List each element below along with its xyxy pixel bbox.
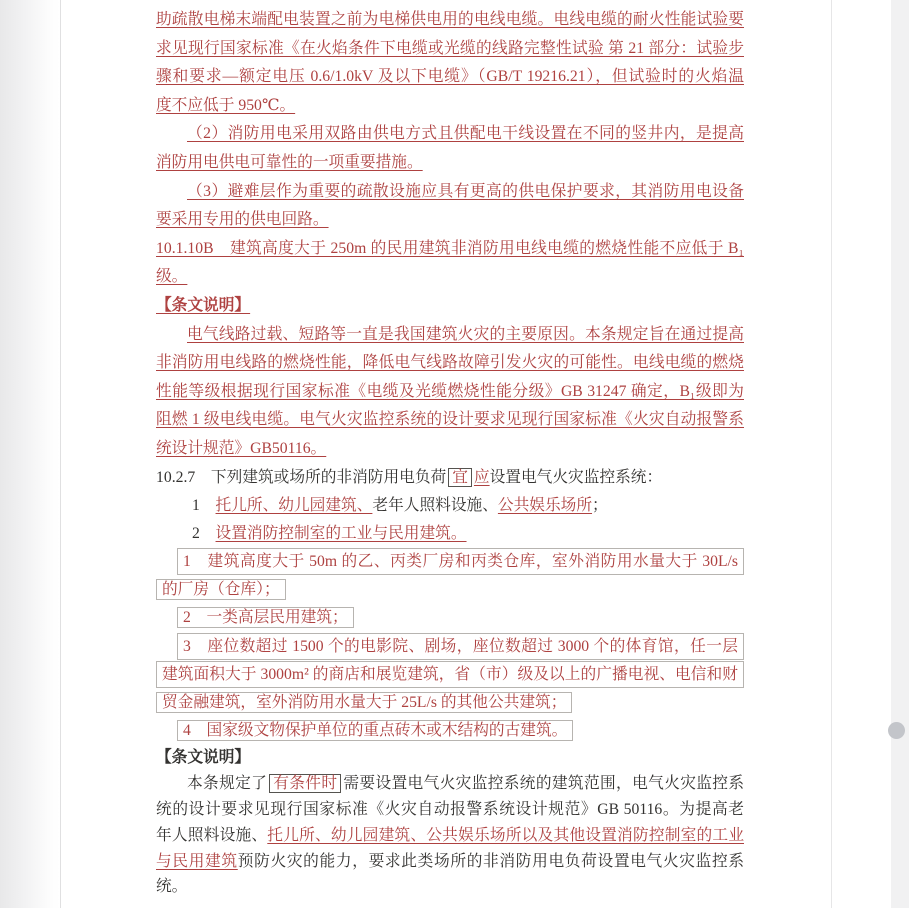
inserted-text: 与民用建筑 [156, 852, 238, 870]
page-left-edge [60, 0, 61, 908]
text-line [156, 576, 744, 604]
text-line [156, 92, 744, 121]
text-line [156, 406, 744, 435]
body-text: 预防火灾的能力，要求此类场所的非消防用电负荷设置电气火灾监控系 [237, 852, 744, 870]
text-line [156, 120, 744, 149]
inserted-text: 消防用电供电可靠性的一项重要措施。 [156, 153, 423, 171]
deleted-text-box: 3 座位数超过 1500 个的电影院、剧场，座位数超过 3000 个的体育馆，任一层 [177, 633, 744, 660]
text-line [156, 633, 744, 661]
body-text: 设置电气火灾监控系统： [489, 468, 663, 486]
inserted-text: （2）消防用电采用双路由供电方式且供配电干线设置在不同的竖井内，是提高 [187, 125, 744, 143]
body-text: 2 [192, 524, 216, 542]
inserted-text: 统设计规范》GB50116。 [156, 439, 327, 457]
text-line [156, 745, 744, 771]
inserted-text: 托儿所、幼儿园建筑、公共娱乐场所以及其他设置消防控制室的工业 [267, 826, 744, 844]
text-line [156, 35, 744, 64]
inserted-text: 非消防用电线路的燃烧性能，降低电气线路故障引发火灾的可能性。电线电缆的燃烧 [156, 354, 744, 372]
deleted-text-box: 1 建筑高度大于 50m 的乙、丙类厂房和丙类仓库，室外消防用水量大于 30L/s [177, 548, 744, 575]
text-line [156, 717, 744, 745]
inserted-text: 应 [473, 468, 490, 486]
text-line [156, 321, 744, 350]
text-line [156, 771, 744, 797]
body-text: 年人照料设施、 [156, 826, 268, 844]
inserted-text: 设置消防控制室的工业与民用建筑。 [215, 524, 467, 542]
text-line [156, 464, 744, 492]
deleted-text-box: 4 国家级文物保护单位的重点砖木或木结构的古建筑。 [177, 720, 573, 741]
body-text: 统。 [156, 878, 188, 896]
deleted-text-box: 贸金融建筑，室外消防用水量大于 25L/s 的其他公共建筑； [156, 692, 572, 713]
page-right-edge [831, 0, 832, 908]
text-line [156, 604, 744, 632]
body-text: 本条规定了 [187, 775, 268, 793]
deleted-text-box: 的厂房（仓库）； [156, 579, 286, 600]
revision-marker-box: 有条件时 [269, 774, 341, 793]
text-line [156, 292, 744, 321]
text-line [156, 661, 744, 689]
inserted-text: 托儿所、幼儿园建筑、 [215, 496, 373, 514]
inserted-text: 电气线路过载、短路等一直是我国建筑火灾的主要原因。本条规定旨在通过提高 [187, 325, 744, 343]
page-curl-shadow [0, 0, 60, 908]
text-line [156, 263, 744, 292]
inserted-text: 助疏散电梯末端配电装置之前为电梯供电用的电线电缆。电线电缆的耐火性能试验要 [156, 11, 744, 28]
inserted-text: 10.1.10B 建筑高度大于 250m 的民用建筑非消防用电线电缆的燃烧性能不应低于 B₁ [156, 239, 744, 257]
body-text: 1 [192, 496, 216, 514]
text-line [156, 349, 744, 378]
inserted-section-label: 【条文说明】 [156, 296, 251, 314]
text-line [156, 849, 744, 875]
text-line [156, 823, 744, 849]
text-line [156, 378, 744, 407]
section-label: 【条文说明】 [156, 749, 251, 767]
inserted-text: 级。 [156, 268, 188, 286]
body-text: 老年人照料设施、 [372, 496, 498, 514]
text-line [156, 435, 744, 464]
body-text: 需要设置电气火灾监控系统的建筑范围，电气火灾监控系 [343, 775, 744, 793]
text-line [156, 235, 744, 264]
text-line [156, 548, 744, 576]
inserted-text: 性能等级根据现行国家标准《电缆及光缆燃烧性能分级》GB 31247 确定，B₁级即为 [156, 382, 744, 400]
inserted-text: （3）避难层作为重要的疏散设施应具有更高的供电保护要求，其消防用电设备 [187, 182, 744, 200]
text-line [156, 520, 744, 548]
inserted-text: 骤和要求—额定电压 0.6/1.0kV 及以下电缆》（GB/T 19216.21），但试验时的火焰温 [156, 68, 744, 86]
inserted-text: 要采用专用的供电回路。 [156, 211, 329, 229]
deleted-text-box: 建筑面积大于 3000m² 的商店和展览建筑，省（市）级及以上的广播电视、电信和财 [156, 661, 744, 688]
text-line [156, 492, 744, 520]
inserted-text: 求见现行国家标准《在火焰条件下电缆或光缆的线路完整性试验 第 21 部分：试验步 [156, 39, 744, 57]
text-line [156, 6, 744, 35]
text-line [156, 797, 744, 823]
text-line [156, 874, 744, 900]
text-line [156, 63, 744, 92]
inserted-text: 公共娱乐场所 [497, 496, 593, 514]
text-line [156, 206, 744, 235]
inserted-text: 阻燃 1 级电线电缆。电气火灾监控系统的设计要求见现行国家标准《火灾自动报警系 [156, 411, 744, 429]
inserted-text: 度不应低于 950℃。 [156, 96, 296, 114]
scrollbar-track[interactable] [891, 0, 909, 908]
text-line [156, 689, 744, 717]
text-line [156, 149, 744, 178]
document-page [156, 6, 744, 900]
scroll-indicator-dot[interactable] [888, 722, 905, 739]
revision-marker-box: 宜 [448, 468, 472, 487]
body-text: 10.2.7 下列建筑或场所的非消防用电负荷 [156, 468, 447, 486]
deleted-text-box: 2 一类高层民用建筑； [177, 607, 354, 628]
text-line [156, 178, 744, 207]
body-text: ； [592, 496, 608, 514]
body-text: 统的设计要求见现行国家标准《火灾自动报警系统设计规范》GB 50116。为提高老 [156, 800, 744, 818]
